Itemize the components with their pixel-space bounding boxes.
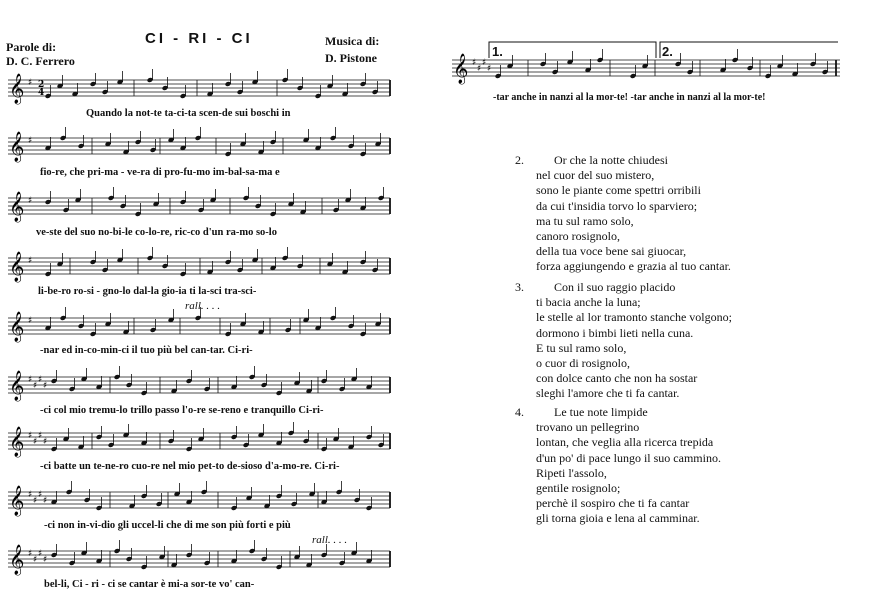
lyric-line: ve-ste del suo no-bi-le co-lo-re, ric-co d'un ra-mo so-lo: [36, 227, 277, 238]
treble-clef-icon: 𝄞: [9, 427, 25, 457]
composer-label: Musica di:: [325, 34, 380, 48]
verse-line: sono le piante come spettri orribili: [536, 183, 701, 198]
sharp-icon: ♯: [28, 136, 33, 146]
verse-line: ma tu sul ramo solo,: [536, 213, 634, 228]
treble-clef-icon: 𝄞: [453, 54, 469, 84]
ending-first-label: 1.: [492, 44, 503, 59]
verse-number: 2.: [515, 153, 524, 167]
time-signature: 4: [38, 88, 45, 98]
tempo-mark: rall. . . .: [185, 300, 221, 312]
treble-clef-icon: 𝄞: [9, 371, 25, 401]
sharp-icon: ♯: [28, 375, 33, 385]
time-signature: 2: [38, 80, 45, 90]
verse-line: le stelle al lor tramonto stanche volgono;: [536, 310, 732, 325]
ending-second-label: 2.: [662, 44, 673, 59]
treble-clef-icon: 𝄞: [9, 252, 25, 282]
verse-line: gli torna gioia e lena al camminar.: [536, 511, 700, 526]
verse-line: lontan, che veglia alla ricerca trepida: [536, 435, 714, 450]
sharp-icon: ♯: [38, 375, 43, 385]
sharp-icon: ♯: [43, 381, 48, 391]
verse-line: ti bacia anche la luna;: [536, 295, 641, 310]
song-title: CI - RI - CI: [145, 30, 253, 47]
verse-line: d'un po' di pace lungo il suo cammino.: [536, 450, 721, 465]
volta-bracket: [660, 42, 838, 58]
lyric-line: -ci non in-vi-dio gli uccel-li che di me son più forti e più: [44, 520, 291, 531]
verse-line: Ripeti l'assolo,: [536, 465, 607, 480]
verse-line: con dolce canto che non ha sostar: [536, 371, 698, 386]
verse-line: canoro rosignolo,: [536, 229, 620, 244]
sharp-icon: ♯: [28, 78, 33, 88]
lyric-line: li-be-ro ro-si - gno-lo dal-la gio-ia ti la-sci tra-sci-: [38, 286, 257, 297]
sharp-icon: ♯: [38, 490, 43, 500]
verse-line: sleghi l'amore che ti fa cantar.: [536, 386, 680, 401]
verse-line: Or che la notte chiudesi: [554, 153, 668, 167]
sharp-icon: ♯: [28, 316, 33, 326]
sharp-icon: ♯: [487, 64, 492, 74]
verse-line: Con il suo raggio placido: [554, 280, 676, 294]
volta-bracket: [489, 42, 656, 58]
sharp-icon: ♯: [38, 549, 43, 559]
sharp-icon: ♯: [472, 58, 477, 68]
verse-line: trovano un pellegrino: [536, 420, 640, 435]
lyric-line: Quando la not-te ta-ci-ta scen-de sui boschi in: [86, 108, 291, 119]
verse-4: [536, 405, 721, 527]
lyric-line: fio-re, che pri-ma - ve-ra di pro-fu-mo im-bal-sa-ma e: [40, 167, 280, 178]
sharp-icon: ♯: [33, 381, 38, 391]
lyricist-name: D. C. Ferrero: [6, 54, 75, 68]
treble-clef-icon: 𝄞: [9, 312, 25, 342]
sharp-icon: ♯: [28, 490, 33, 500]
lyric-line: -ci col mio tremu-lo trillo passo l'o-re se-reno e tranquillo Ci-ri-: [40, 405, 324, 416]
verse-line: dormono i bimbi lieti nella cuna.: [536, 325, 694, 340]
sharp-icon: ♯: [477, 64, 482, 74]
sharp-icon: ♯: [43, 496, 48, 506]
sharp-icon: ♯: [43, 555, 48, 565]
sharp-icon: ♯: [28, 196, 33, 206]
sharp-icon: ♯: [28, 256, 33, 266]
verse-line: E tu sul ramo solo,: [536, 340, 627, 355]
lyric-line: -nar ed in-co-min-ci il tuo più bel can-tar. Ci-ri-: [40, 345, 253, 356]
verse-line: da cui t'insidia torvo lo sparviero;: [536, 198, 698, 213]
sharp-icon: ♯: [482, 58, 487, 68]
sharp-icon: ♯: [28, 431, 33, 441]
ending-lyric-line: -tar anche in nanzi al la mor-te! -tar anche in nanzi al la mor-te!: [493, 92, 766, 103]
verse-line: o cuor di rosignolo,: [536, 356, 630, 371]
sharp-icon: ♯: [33, 496, 38, 506]
verse-3: [536, 280, 732, 402]
lyricist-label: Parole di:: [6, 40, 57, 54]
verse-line: perchè il sospiro che ti fa cantar: [536, 496, 690, 511]
lyric-line: bel-li, Ci - ri - ci se cantar è mi-a sor-te vo' can-: [44, 579, 255, 590]
verse-line: della tua voce bene sai giuocar,: [536, 244, 687, 259]
treble-clef-icon: 𝄞: [9, 545, 25, 575]
verse-line: Le tue note limpide: [554, 405, 648, 419]
verse-line: nel cuor del suo mistero,: [536, 168, 655, 183]
verse-2: [536, 153, 731, 275]
treble-clef-icon: 𝄞: [9, 192, 25, 222]
verse-number: 4.: [515, 405, 524, 419]
composer-name: D. Pistone: [325, 51, 377, 65]
sharp-icon: ♯: [33, 555, 38, 565]
verse-number: 3.: [515, 280, 524, 294]
treble-clef-icon: 𝄞: [9, 74, 25, 104]
verse-line: gentile rosignolo;: [536, 481, 621, 496]
tempo-mark: rall. . . .: [312, 534, 348, 546]
ending-brackets: [488, 40, 874, 60]
sharp-icon: ♯: [43, 437, 48, 447]
treble-clef-icon: 𝄞: [9, 486, 25, 516]
sharp-icon: ♯: [38, 431, 43, 441]
treble-clef-icon: 𝄞: [9, 132, 25, 162]
sharp-icon: ♯: [28, 549, 33, 559]
sharp-icon: ♯: [33, 437, 38, 447]
lyric-line: -ci batte un te-ne-ro cuo-re nel mio pet-to de-sioso d'a-mo-re. Ci-ri-: [40, 461, 340, 472]
verse-line: forza aggiungendo e grazia al tuo cantar.: [536, 259, 731, 274]
